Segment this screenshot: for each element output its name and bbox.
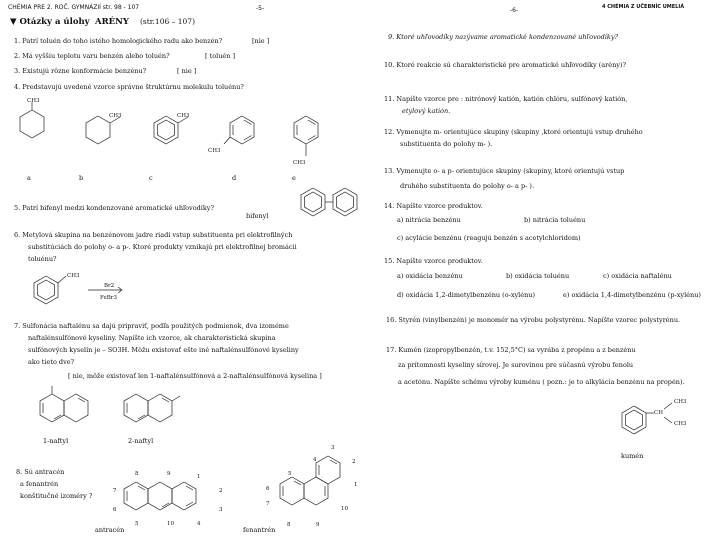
anthracene-number-8: 8	[135, 471, 139, 477]
phenanthrene-number-1: 1	[354, 482, 358, 488]
question-1: 1. Patrí toluén do toho istého homologického radu ako benzén?	[14, 37, 223, 45]
question-16: 16. Styrén (vinylbenzén) je monomér na výrobu polystyrénu. Napíšte vzorec polystyrénu.	[386, 316, 681, 324]
question-14: 14. Napíšte vzorce produktov.	[384, 202, 483, 210]
phenanthrene-number-6: 6	[266, 486, 270, 492]
question-15-c: c) oxidácia naftalénu	[603, 272, 672, 280]
anthracene-number-9: 9	[167, 471, 171, 477]
phenanthrene-number-8: 8	[287, 522, 291, 528]
reagent-br2: Br2	[104, 283, 115, 289]
phenanthrene-number-5: 5	[288, 471, 292, 477]
left-page-number: -5-	[256, 5, 265, 12]
cumene-label: kumén	[621, 452, 644, 460]
anthracene-number-10: 10	[167, 521, 174, 527]
anthracene-number-4: 4	[197, 521, 201, 527]
phenanthrene-structure	[262, 448, 362, 528]
ch3-label-bromination: CH3	[67, 273, 80, 279]
question-14-b: b) nitrácia toluénu	[524, 216, 586, 224]
question-3: 3. Existujú rôzne konformácie benzénu?	[14, 67, 147, 75]
label-a: a	[27, 174, 31, 182]
answer-3: [ nie ]	[177, 67, 197, 75]
anthracene-number-1: 1	[197, 474, 201, 480]
reagent-febr3: FeBr3	[100, 295, 117, 301]
question-6-line1: 6. Metylová skupina na benzénovom jadre riadi vstup substituenta pri elektrofilných	[14, 231, 293, 239]
question-13-line1: 13. Vymenujte o- a p- orientujúce skupiny (skupiny, ktoré orientujú vstup	[384, 167, 625, 175]
ch3-label-d: CH3	[208, 148, 221, 154]
left-header-title: CHÉMIA PRE 2. ROČ. GYMNÁZIÍ str. 98 - 107	[8, 4, 140, 11]
label-2-naphthyl: 2-naftyl	[128, 437, 154, 445]
question-12-line1: 12. Vymenujte m- orientujúce skupiny (skupiny ,ktoré orientujú vstup druhého	[384, 128, 643, 136]
ch3-label-c: CH3	[177, 113, 190, 119]
phenanthrene-number-9: 9	[316, 522, 320, 528]
anthracene-number-5: 5	[135, 521, 139, 527]
question-11-line1: 11. Napíšte vzorce pre : nitrónový katión, katión chlóru, sulfónový katión,	[384, 95, 628, 103]
question-12-line2: substituenta do polohy m- ).	[400, 140, 493, 148]
question-15: 15. Napíšte vzorce produktov.	[384, 257, 483, 265]
question-14-a: a) nitrácia benzénu	[397, 216, 461, 224]
biphenyl-structure	[298, 186, 360, 222]
phenanthrene-number-2: 2	[352, 459, 356, 465]
phenanthrene-number-3: 3	[331, 445, 335, 451]
cumene-ch3-top: CH3	[674, 399, 687, 405]
question-17-line2: za prítomnosti kyseliny sírovej. Je surovinou pre súčasnú výrobu fenolu	[398, 361, 634, 369]
answer-7: [ nie, môže existovať len 1-naftalénsulfónová a 2-naftalénsulfónová kyselina ]	[68, 372, 322, 380]
question-10: 10. Ktoré reakcie sú charakteristické pre aromatické uhľovodíky (arény)?	[384, 61, 626, 69]
anthracene-number-3: 3	[219, 507, 223, 513]
answer-1: [nie ]	[252, 37, 270, 45]
question-17-line3: a acetónu. Napíšte schému výroby kuménu ( pozn.: je to alkylácia benzénu na propén).	[398, 378, 685, 386]
toluene-structures	[10, 92, 330, 182]
question-7-line4: ako tieto dve?	[28, 358, 75, 366]
question-17-line1: 17. Kumén (izopropylbenzén, t.v. 152,5°C) sa vyrába z propénu a z benzénu	[386, 346, 636, 354]
cumene-ch: CH	[654, 410, 664, 416]
phenanthrene-number-10: 10	[341, 506, 348, 512]
anthracene-label: antracén	[95, 526, 125, 534]
question-6-line2: substitúciách do polohy o- a p-. Ktoré produkty vznikajú pri elektrofilnej bromácii	[28, 243, 297, 251]
question-5: 5. Patrí bifenyl medzi kondenzované aromatické uhľovodíky?	[14, 204, 214, 212]
question-4: 4. Predstavujú uvedené vzorce správne štruktúrnu molekulu toluénu?	[14, 83, 244, 91]
anthracene-number-6: 6	[113, 507, 117, 513]
right-page-number: -6-	[510, 7, 519, 14]
phenanthrene-number-7: 7	[266, 501, 270, 507]
question-13-line2: druhého substituenta do polohy o- a p- ).	[400, 182, 535, 190]
question-7-line2: naftalénsulfónové kyseliny. Napíšte ich vzorce, ak charakteristická skupina	[28, 334, 276, 342]
label-1-naphthyl: 1-naftyl	[43, 437, 69, 445]
question-6-line3: toluénu?	[28, 255, 57, 263]
question-15-b: b) oxidácia toluénu	[506, 272, 570, 280]
question-15-e: e) oxidácia 1,4-dimetylbenzénu (p-xylénu)	[563, 291, 701, 299]
phenanthrene-label: fenantrén	[243, 526, 276, 534]
section-subtitle: ARÉNY	[95, 17, 129, 27]
anthracene-number-7: 7	[113, 488, 117, 494]
ch3-label-e: CH3	[293, 160, 306, 166]
question-9: 9. Ktoré uhľovodíky nazývame aromatické kondenzované uhľovodíky?	[388, 33, 618, 41]
question-15-a: a) oxidácia benzénu	[397, 272, 463, 280]
question-8-line2: a fenantrén	[20, 480, 59, 488]
question-15-d: d) oxidácia 1,2-dimetylbenzénu (o-xylénu)	[397, 291, 535, 299]
question-14-c: c) acylácie benzénu (reagujú benzén s acetylchloridom)	[397, 234, 581, 242]
question-7-line1: 7. Sulfonácia naftalénu sa dajú pripraviť, podľa použitých podmienok, dva izoméme	[14, 322, 289, 330]
answer-2: [ toluén ]	[205, 52, 236, 60]
label-c: c	[149, 174, 153, 182]
question-8-line3: konštitučné izoméry ?	[20, 492, 93, 500]
label-e: e	[292, 174, 296, 182]
ch3-label-a: CH3	[27, 98, 40, 104]
section-pages: (str.106 – 107)	[140, 17, 196, 26]
section-title: ▼ Otázky a úlohy	[10, 17, 90, 27]
phenanthrene-number-4: 4	[313, 457, 317, 463]
cumene-ch3-bottom: CH3	[674, 421, 687, 427]
naphthyl-structures	[28, 384, 208, 432]
question-8-line1: 8. Sú antracén	[16, 468, 65, 476]
question-11-line2: etylový katión.	[402, 107, 451, 115]
anthracene-number-2: 2	[219, 488, 223, 494]
question-2: 2. Má vyššiu teplotu varu benzén alebo toluén?	[14, 52, 170, 60]
ch3-label-b: CH3	[109, 113, 122, 119]
biphenyl-label: bifenyl	[246, 212, 269, 220]
question-7-line3: sulfónových kyselín je – SO3H. Môžu existovať ešte iné naftalénsulfónové kyseliny	[28, 346, 299, 354]
label-b: b	[79, 174, 84, 182]
right-header-title: 4 CHÉMIA Z UČEBNÍC UMELIÁ	[602, 4, 685, 10]
label-d: d	[232, 174, 237, 182]
